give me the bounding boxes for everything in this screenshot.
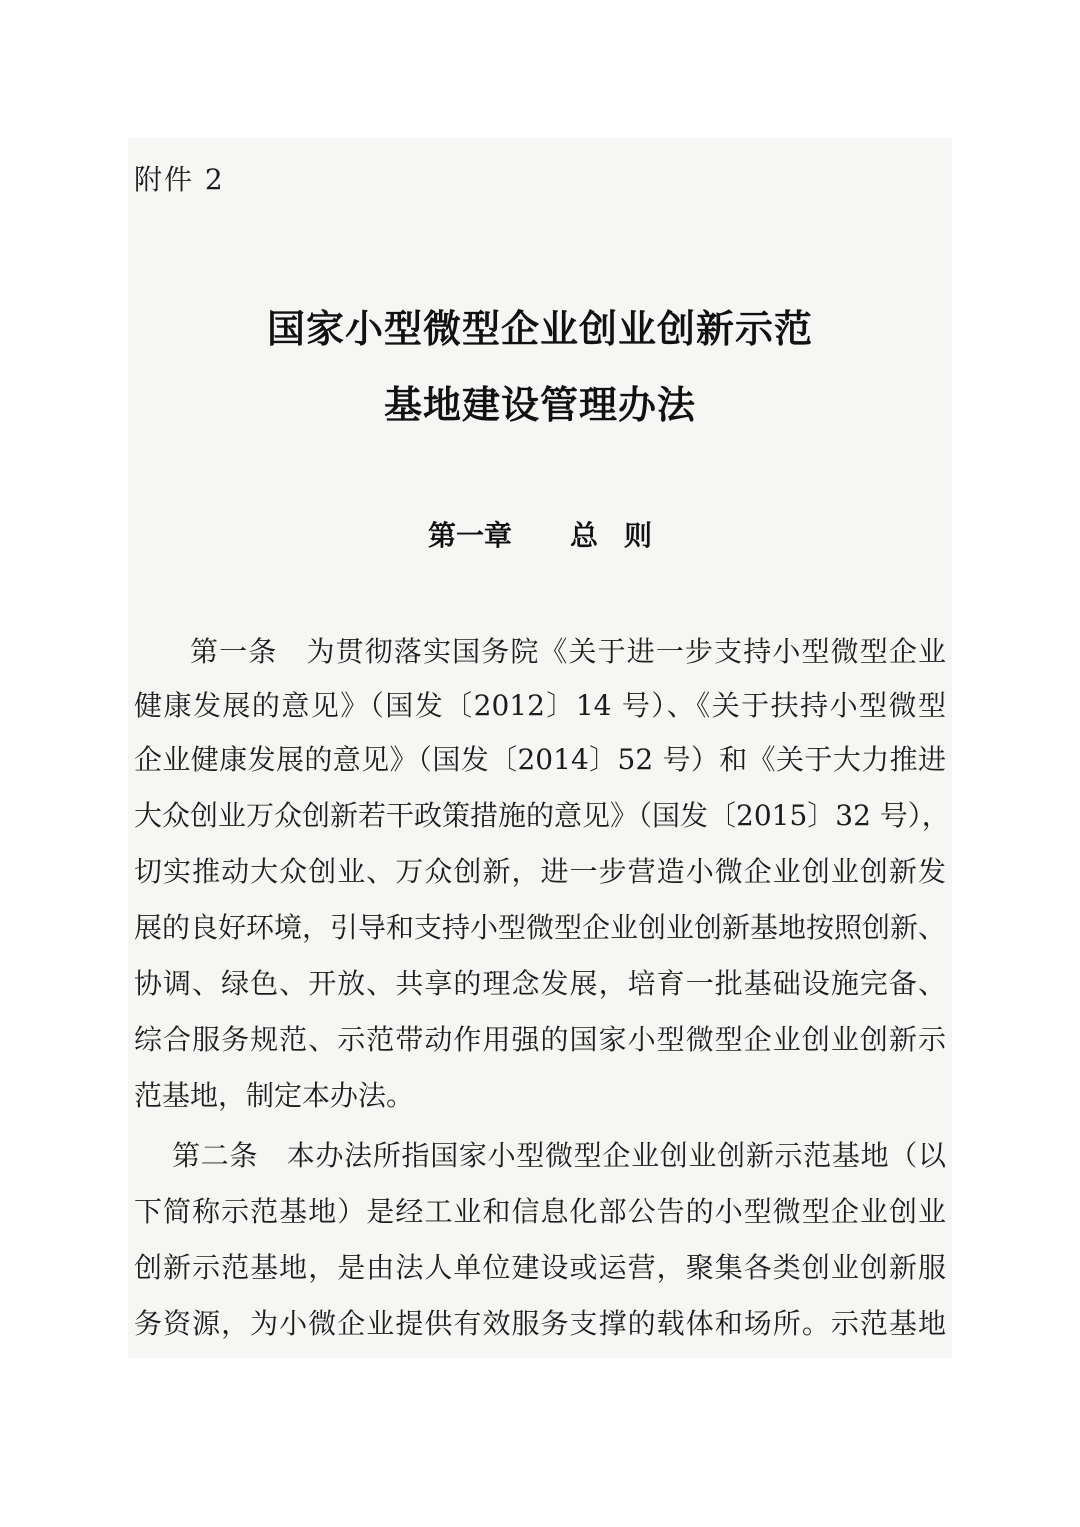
attachment-label: 附件 2 bbox=[134, 163, 225, 196]
article-1-line: 展的良好环境，引导和支持小型微型企业创业创新基地按照创新、 bbox=[134, 911, 947, 944]
article-1-line: 综合服务规范、示范带动作用强的国家小型微型企业创业创新示 bbox=[134, 1023, 946, 1056]
article-1-line: 切实推动大众创业、万众创新，进一步营造小微企业创业创新发 bbox=[134, 855, 946, 888]
article-1-line: 健康发展的意见》（国发〔2012〕14 号）、《关于扶持小型微型 bbox=[134, 689, 946, 722]
article-2-line: 下简称示范基地）是经工业和信息化部公告的小型微型企业创业 bbox=[134, 1195, 946, 1228]
chapter-heading bbox=[0, 516, 1080, 556]
article-1-line: 范基地，制定本办法。 bbox=[134, 1079, 415, 1112]
chapter-name-part-1: 总 bbox=[569, 519, 598, 552]
article-1-line: 第一条 为贯彻落实国务院《关于进一步支持小型微型企业 bbox=[190, 635, 946, 668]
chapter-name-part-2: 则 bbox=[624, 519, 653, 552]
document-title-line-2: 基地建设管理办法 bbox=[383, 383, 696, 427]
article-1-line: 企业健康发展的意见》（国发〔2014〕52 号）和《关于大力推进 bbox=[134, 743, 946, 776]
document-title-line-1: 国家小型微型企业创业创新示范 bbox=[266, 307, 813, 351]
chapter-number: 第一章 bbox=[427, 519, 512, 552]
article-1-line: 大众创业万众创新若干政策措施的意见》（国发〔2015〕32 号）， bbox=[134, 799, 950, 832]
article-2-line: 务资源，为小微企业提供有效服务支撑的载体和场所。示范基地 bbox=[134, 1307, 946, 1340]
article-2-line: 创新示范基地，是由法人单位建设或运营，聚集各类创业创新服 bbox=[134, 1251, 946, 1284]
article-2-line: 第二条 本办法所指国家小型微型企业创业创新示范基地（以 bbox=[172, 1139, 946, 1172]
article-1-line: 协调、绿色、开放、共享的理念发展，培育一批基础设施完备、 bbox=[134, 967, 946, 1000]
